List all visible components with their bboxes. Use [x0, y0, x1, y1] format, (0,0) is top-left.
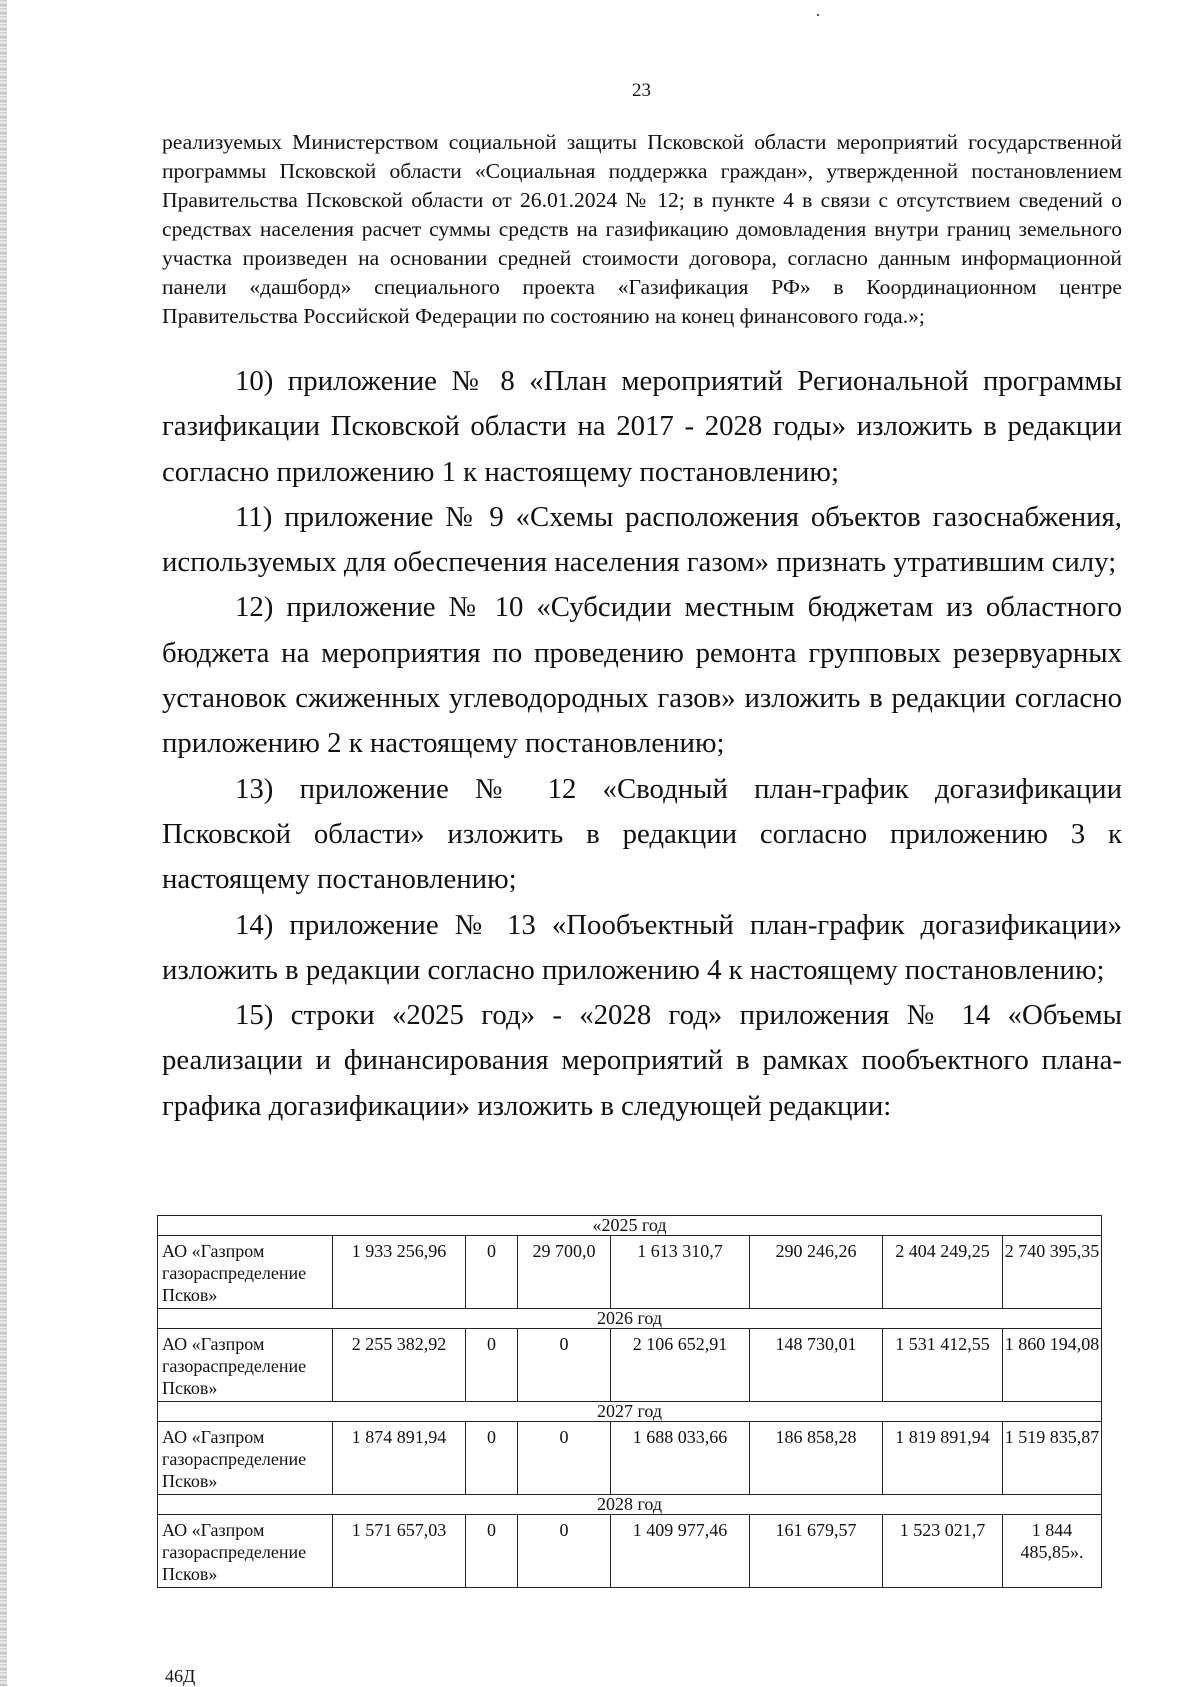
value-cell: 0	[518, 1329, 611, 1402]
value-cell: 29 700,0	[518, 1236, 611, 1309]
value-cell: 2 106 652,91	[611, 1329, 750, 1402]
year-header-row	[158, 1402, 1102, 1422]
intro-text: реализуемых Министерством социальной защиты Псковской области мероприятий государственной программы Псковской области «Социальная поддержка граждан», утвержденной постановлением Правительства Псковской области от 26.01.2024 № 12; в пункте 4 в связи с отсутствием сведений о средствах населения расчет суммы средств на газификацию домовладения внутри границ земельного участка произведен на основании средней стоимости договора, согласно данным информационной панели «дашборд» специального проекта «Газификация РФ» в Координационном центре Правительства Российской Федерации по состоянию на конец финансового года.»;	[162, 130, 1122, 328]
amendment-item-14: 14) приложение № 13 «Пообъектный план-график догазификации» изложить в редакции согласно приложению 4 к настоящему постановлению;	[162, 908, 1122, 986]
organization-name-line: газораспределение	[162, 1449, 307, 1469]
organization-name-line: Псков»	[162, 1378, 218, 1398]
amendment-item-11: 11) приложение № 9 «Схемы расположения объектов газоснабжения, используемых для обеспечения населения газом» признать утратившим силу;	[162, 500, 1122, 579]
value-cell: 186 858,28	[750, 1422, 883, 1495]
value-cell: 1 688 033,66	[611, 1422, 750, 1495]
year-label: 2028 год	[158, 1495, 1102, 1515]
year-header-row	[158, 1495, 1102, 1515]
organization-name-line: газораспределение	[162, 1542, 307, 1562]
year-label: 2026 год	[158, 1309, 1102, 1329]
table-row	[158, 1329, 1102, 1402]
financing-table	[157, 1215, 1102, 1588]
footer-code: 46Д	[165, 1666, 196, 1686]
organization-name-line: Псков»	[162, 1471, 218, 1491]
value-cell: 1 874 891,94	[333, 1422, 466, 1495]
scan-dust-mark	[817, 14, 819, 16]
amendment-item-12: 12) приложение № 10 «Субсидии местным бюджетам из областного бюджета на мероприятия по проведению ремонта групповых резервуарных установок сжиженных углеводородных газов» изложить в редакции согласно приложению 2 к настоящему постановлению;	[162, 591, 1122, 760]
table-row	[158, 1236, 1102, 1309]
value-cell: 1 409 977,46	[611, 1515, 750, 1588]
value-cell: 0	[518, 1422, 611, 1495]
table-body	[158, 1216, 1102, 1588]
value-cell: 1 819 891,94	[883, 1422, 1003, 1495]
organization-cell	[158, 1515, 333, 1588]
value-cell: 1 613 310,7	[611, 1236, 750, 1309]
organization-name-line: АО «Газпром	[162, 1334, 265, 1354]
value-cell: 1 519 835,87	[1003, 1422, 1102, 1495]
value-cell: 148 730,01	[750, 1329, 883, 1402]
organization-name-line: Псков»	[162, 1564, 218, 1584]
organization-name-line: Псков»	[162, 1285, 218, 1305]
year-header-row	[158, 1216, 1102, 1236]
value-cell: 2 404 249,25	[883, 1236, 1003, 1309]
value-cell: 1 860 194,08	[1003, 1329, 1102, 1402]
organization-name-line: АО «Газпром	[162, 1427, 265, 1447]
value-cell: 0	[466, 1329, 518, 1402]
intro-paragraph	[162, 128, 1122, 331]
organization-name-line: газораспределение	[162, 1356, 307, 1376]
value-cell: 1 531 412,55	[883, 1329, 1003, 1402]
organization-name-line: АО «Газпром	[162, 1520, 265, 1540]
table-row	[158, 1422, 1102, 1495]
year-label: «2025 год	[158, 1216, 1102, 1236]
page-number: 23	[632, 80, 651, 101]
year-label: 2027 год	[158, 1402, 1102, 1422]
value-cell: 0	[466, 1236, 518, 1309]
organization-name-line: АО «Газпром	[162, 1241, 265, 1261]
table-row	[158, 1515, 1102, 1588]
organization-cell	[158, 1329, 333, 1402]
organization-cell	[158, 1422, 333, 1495]
value-cell: 1 933 256,96	[333, 1236, 466, 1309]
amendment-item-15: 15) строки «2025 год» - «2028 год» приложения № 14 «Объемы реализации и финансирования мероприятий в рамках пообъектного плана-графика догазификации» изложить в следующей редакции:	[162, 999, 1122, 1122]
value-cell: 1 523 021,7	[883, 1515, 1003, 1588]
value-cell: 2 255 382,92	[333, 1329, 466, 1402]
value-cell: 290 246,26	[750, 1236, 883, 1309]
value-cell: 1 571 657,03	[333, 1515, 466, 1588]
amendment-list	[162, 359, 1122, 1129]
value-cell: 0	[466, 1515, 518, 1588]
value-cell: 0	[518, 1515, 611, 1588]
scan-edge-artifact	[0, 0, 7, 1686]
amendment-item-10: 10) приложение № 8 «План мероприятий Региональной программы газификации Псковской области на 2017 - 2028 годы» изложить в редакции согласно приложению 1 к настоящему постановлению;	[162, 365, 1122, 488]
value-cell: 2 740 395,35	[1003, 1236, 1102, 1309]
organization-name-line: газораспределение	[162, 1263, 307, 1283]
value-cell: 161 679,57	[750, 1515, 883, 1588]
amendment-item-13: 13) приложение № 12 «Сводный план-график догазификации Псковской области» изложить в редакции согласно приложению 3 к настоящему постановлению;	[162, 772, 1122, 896]
value-cell: 1 844 485,85».	[1003, 1515, 1102, 1588]
value-cell: 0	[466, 1422, 518, 1495]
organization-cell	[158, 1236, 333, 1309]
year-header-row	[158, 1309, 1102, 1329]
